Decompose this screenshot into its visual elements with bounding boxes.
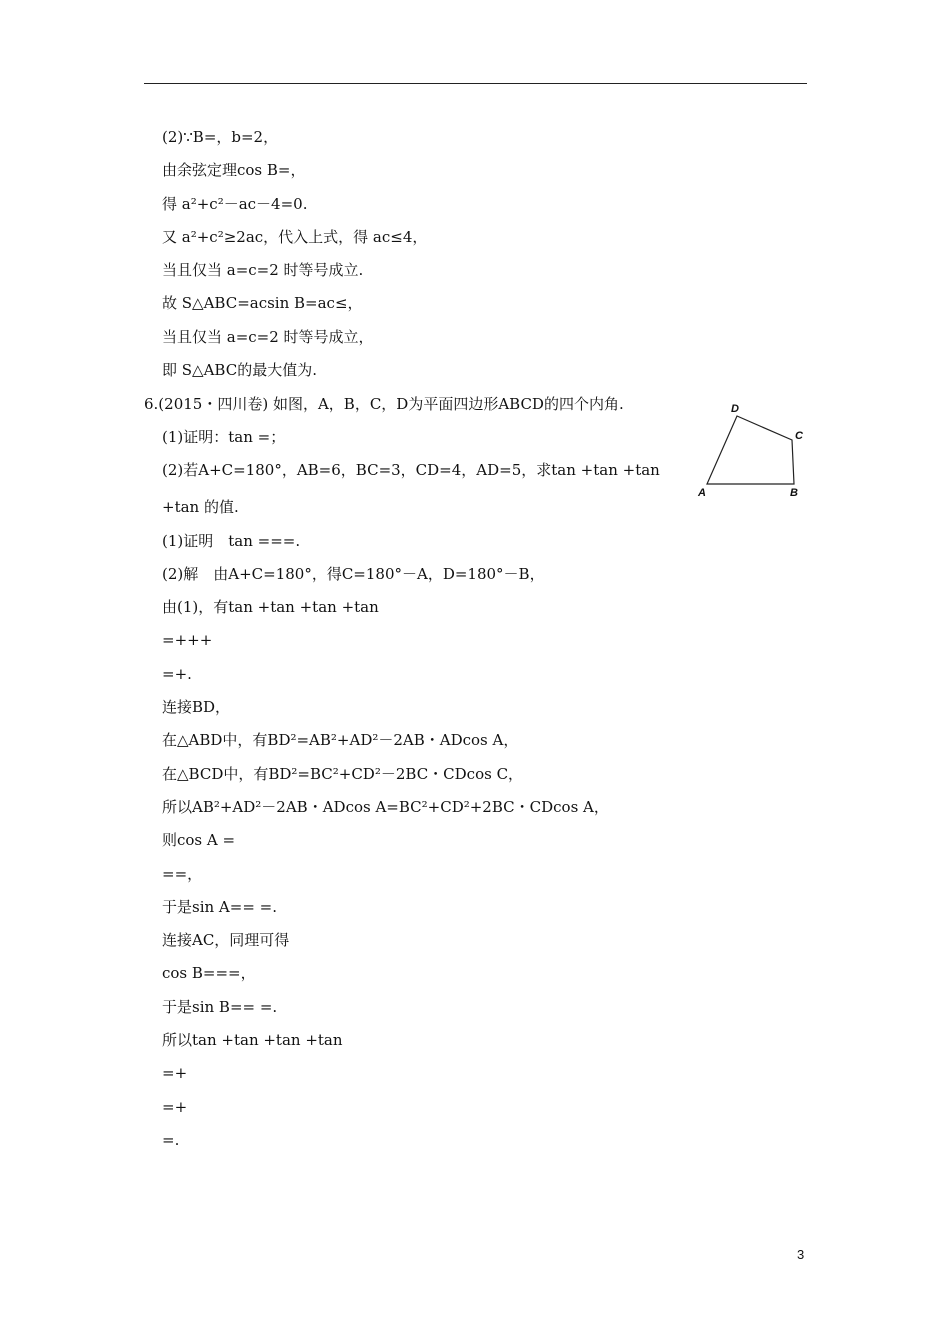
text-line: 故 S△ABC=acsin B=ac≤， (162, 294, 363, 312)
text-line: cos B===， (162, 964, 256, 982)
vertex-label-B: B (790, 487, 798, 499)
text-line: 由(1)，有tan +tan +tan +tan (162, 598, 379, 616)
text-line: =+ (162, 1064, 188, 1082)
text-line: (2)若A+C=180°，AB=6，BC=3，CD=4，AD=5，求tan +tan +tan (162, 461, 660, 479)
text-line: (1)证明 tan ===. (162, 532, 301, 550)
text-line: 连接AC，同理可得 (162, 931, 290, 949)
text-line: (2)∵B=，b=2， (162, 128, 279, 146)
text-line: (2)解 由A+C=180°，得C=180°－A，D=180°－B， (162, 565, 545, 583)
text-line: 当且仅当 a=c=2 时等号成立. (162, 261, 364, 279)
text-line: 得 a²+c²－ac－4=0. (162, 195, 308, 213)
text-line: 所以AB²+AD²－2AB・ADcos A=BC²+CD²+2BC・CDcos A， (162, 798, 609, 816)
header-rule (144, 83, 807, 84)
page-number: 3 (797, 1247, 805, 1262)
text-line: 即 S△ABC的最大值为. (162, 361, 317, 379)
vertex-label-A: A (698, 487, 706, 499)
text-line: =+++ (162, 631, 213, 649)
text-line: +tan 的值. (162, 498, 239, 516)
text-line: (1)证明：tan =； (162, 428, 286, 446)
question-heading: 6.(2015・四川卷) 如图，A，B，C，D为平面四边形ABCD的四个内角. (144, 395, 624, 413)
text-line: 由余弦定理cos B=， (162, 161, 306, 179)
text-line: 在△BCD中，有BD²=BC²+CD²－2BC・CDcos C， (162, 765, 524, 783)
vertex-label-C: C (795, 430, 803, 442)
text-line: 于是sin A== =. (162, 898, 277, 916)
text-line: 连接BD， (162, 698, 231, 716)
text-line: 当且仅当 a=c=2 时等号成立， (162, 328, 374, 346)
quadrilateral-ABCD (707, 416, 794, 484)
text-line: 则cos A = (162, 831, 236, 849)
text-line: 于是sin B== =. (162, 998, 278, 1016)
quadrilateral-figure (692, 394, 812, 504)
text-line: ==， (162, 865, 203, 883)
text-line: 又 a²+c²≥2ac，代入上式，得 ac≤4， (162, 228, 428, 246)
text-line: =. (162, 1131, 180, 1149)
text-line: =+. (162, 665, 192, 683)
text-line: 在△ABD中，有BD²=AB²+AD²－2AB・ADcos A， (162, 731, 519, 749)
text-line: 所以tan +tan +tan +tan (162, 1031, 343, 1049)
vertex-label-D: D (731, 403, 739, 415)
text-line: =+ (162, 1098, 188, 1116)
quadrilateral-diagram (692, 394, 812, 504)
